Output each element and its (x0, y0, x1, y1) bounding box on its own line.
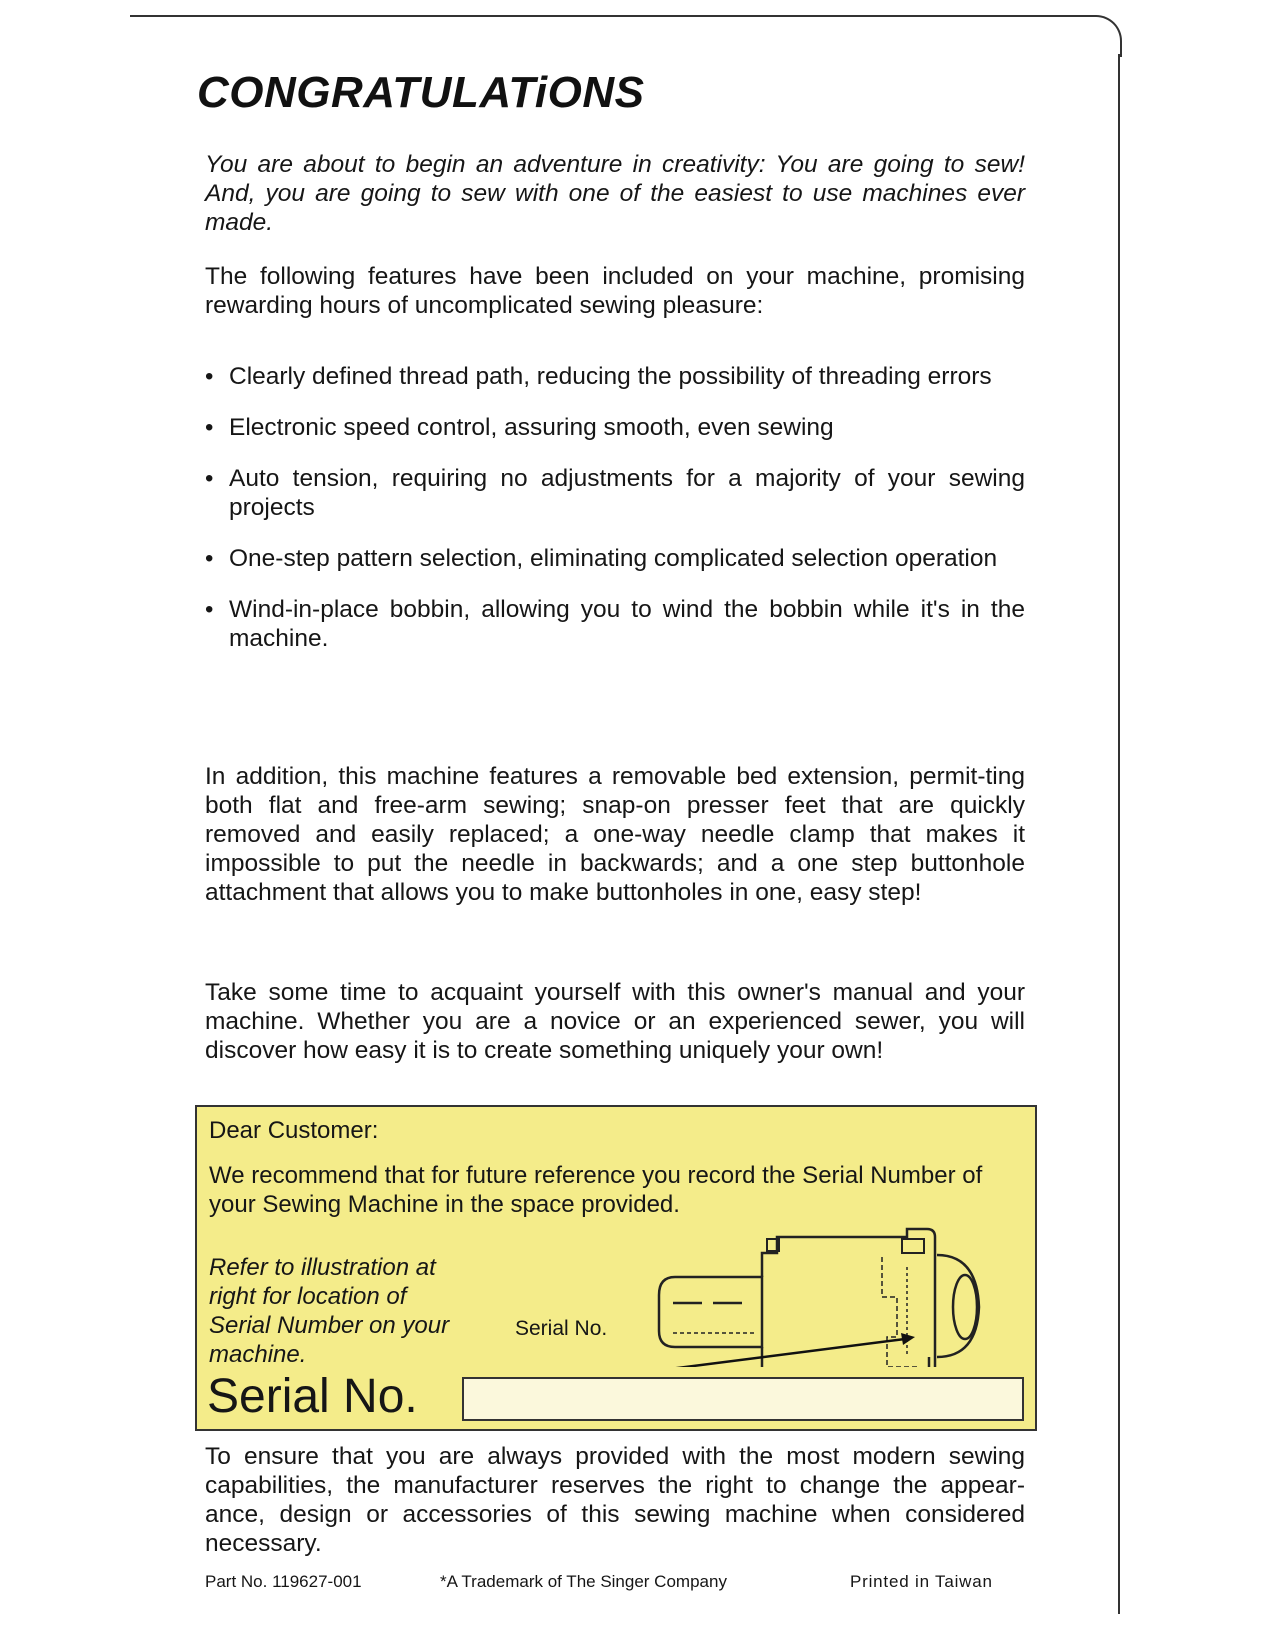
intro-paragraph: You are about to begin an adventure in creativity: You are going to sew! And, you are going to sew with one of the easiest to use machines ever made. (205, 151, 1025, 236)
page-title: CONGRATULATiONS (197, 68, 645, 117)
addition-paragraph: In addition, this machine features a removable bed extension, permit-ting both flat and free-arm sewing; snap-on presser feet that are quickly removed and easily replaced; a one-way needle clamp that makes it impossible to put the needle in backwards; and a one step buttonhole attachment that allows you to make buttonholes in one, easy step! (205, 763, 1025, 906)
page-frame-right (1118, 54, 1120, 1614)
acquaint-paragraph: Take some time to acquaint yourself with this owner's manual and your machine. Whether you are a novice or an experienced sewer, you will discover how easy it is to create something uniquely your own! (205, 979, 1025, 1064)
features-list (205, 362, 1025, 675)
notice-refer-text: Refer to illustration at right for location of Serial Number on your machine. (209, 1254, 450, 1368)
serial-number-label: Serial No. (207, 1370, 418, 1423)
ensure-paragraph: To ensure that you are always provided with the most modern sewing capabilities, the manufacturer reserves the right to change the appear-ance, design or accessories of this sewing machine when considered necessary. (205, 1443, 1025, 1557)
footer-trademark: *A Trademark of The Singer Company (440, 1572, 727, 1591)
feature-item: • Clearly defined thread path, reducing the possibility of threading errors (205, 362, 1025, 391)
feature-item: • Wind-in-place bobbin, allowing you to wind the bobbin while it's in the machine. (205, 595, 1025, 653)
notice-recommendation: We recommend that for future reference you record the Serial Number of your Sewing Machine in the space provided. (209, 1162, 983, 1218)
serial-notice-box (195, 1105, 1037, 1431)
feature-item: • One-step pattern selection, eliminating complicated selection operation (205, 544, 1025, 573)
footer-printed-in: Printed in Taiwan (850, 1572, 993, 1591)
features-intro-paragraph: The following features have been included on your machine, promising rewarding hours of uncomplicated sewing pleasure: (205, 263, 1025, 319)
page-frame-top (130, 15, 1122, 57)
footer-part-number: Part No. 119627-001 (205, 1572, 362, 1591)
machine-base-illustration (617, 1207, 1027, 1367)
notice-greeting: Dear Customer: (209, 1117, 379, 1144)
serial-location-label: Serial No. (515, 1317, 608, 1340)
feature-item: • Auto tension, requiring no adjustments for a majority of your sewing projects (205, 464, 1025, 522)
serial-number-field[interactable] (462, 1377, 1024, 1421)
feature-item: • Electronic speed control, assuring smooth, even sewing (205, 413, 1025, 442)
